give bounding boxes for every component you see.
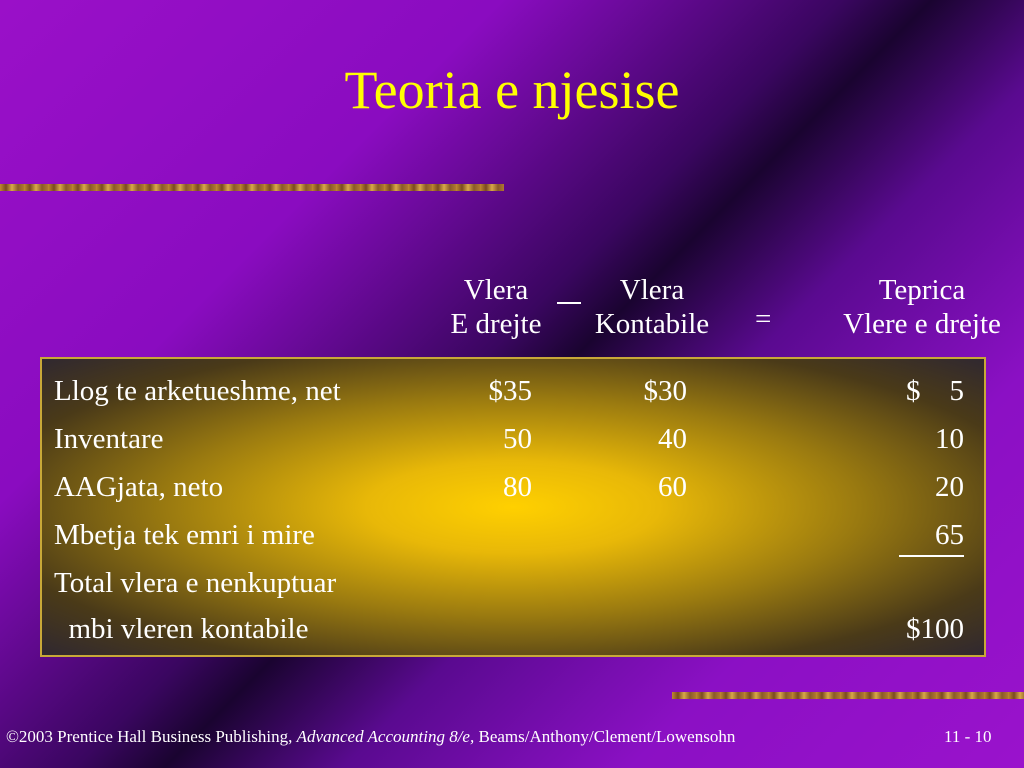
goodwill-value: 65 [899,515,964,557]
table-row [54,559,972,607]
decorative-rule-bottom [672,692,1024,699]
table-row [54,605,972,653]
book-value-cell: 60 [658,471,687,503]
header-excess-line1: Teprica [878,274,966,306]
header-excess-line2: Vlere e drejte [843,308,1001,340]
decorative-rule-top [0,184,504,191]
excess-cell-underlined [899,511,964,559]
row-label: Llog te arketueshme, net [54,375,341,407]
header-fair-value-line2: E drejte [450,308,542,340]
header-fair-value-line1: Vlera [463,274,529,306]
header-book-value [572,273,732,341]
table-row [54,463,972,511]
table-row [54,415,972,463]
slide-title: Teoria e njesise [344,60,680,120]
row-label: Inventare [54,423,164,455]
book-value-cell: $30 [643,375,687,407]
header-book-value-line1: Vlera [619,274,685,306]
table-row [54,367,972,415]
header-fair-value [431,273,561,341]
book-value-cell: 40 [658,423,687,455]
footer-prefix: ©2003 Prentice Hall Business Publishing, [6,727,293,746]
page-number: 11 - 10 [944,727,992,746]
excess-cell: 20 [935,471,964,503]
excess-cell: 10 [935,423,964,455]
fair-value-cell: 80 [503,471,532,503]
table-row [54,511,972,559]
footer-book-title: Advanced Accounting 8/e, [296,727,475,746]
row-label: AAGjata, neto [54,471,224,503]
row-label: mbi vleren kontabile [54,613,309,645]
excess-cell: $ 5 [906,375,964,407]
footer-authors: Beams/Anthony/Clement/Lowensohn [478,727,736,746]
header-book-value-line2: Kontabile [594,308,710,340]
header-excess [812,273,1024,341]
row-label: Mbetja tek emri i mire [54,519,315,551]
row-label: Total vlera e nenkuptuar [54,567,337,599]
valuation-table [40,357,986,657]
total-excess-cell: $100 [906,613,964,645]
fair-value-cell: 50 [503,423,532,455]
fair-value-cell: $35 [488,375,532,407]
footer-copyright [6,726,1018,748]
equals-sign: = [755,303,772,335]
